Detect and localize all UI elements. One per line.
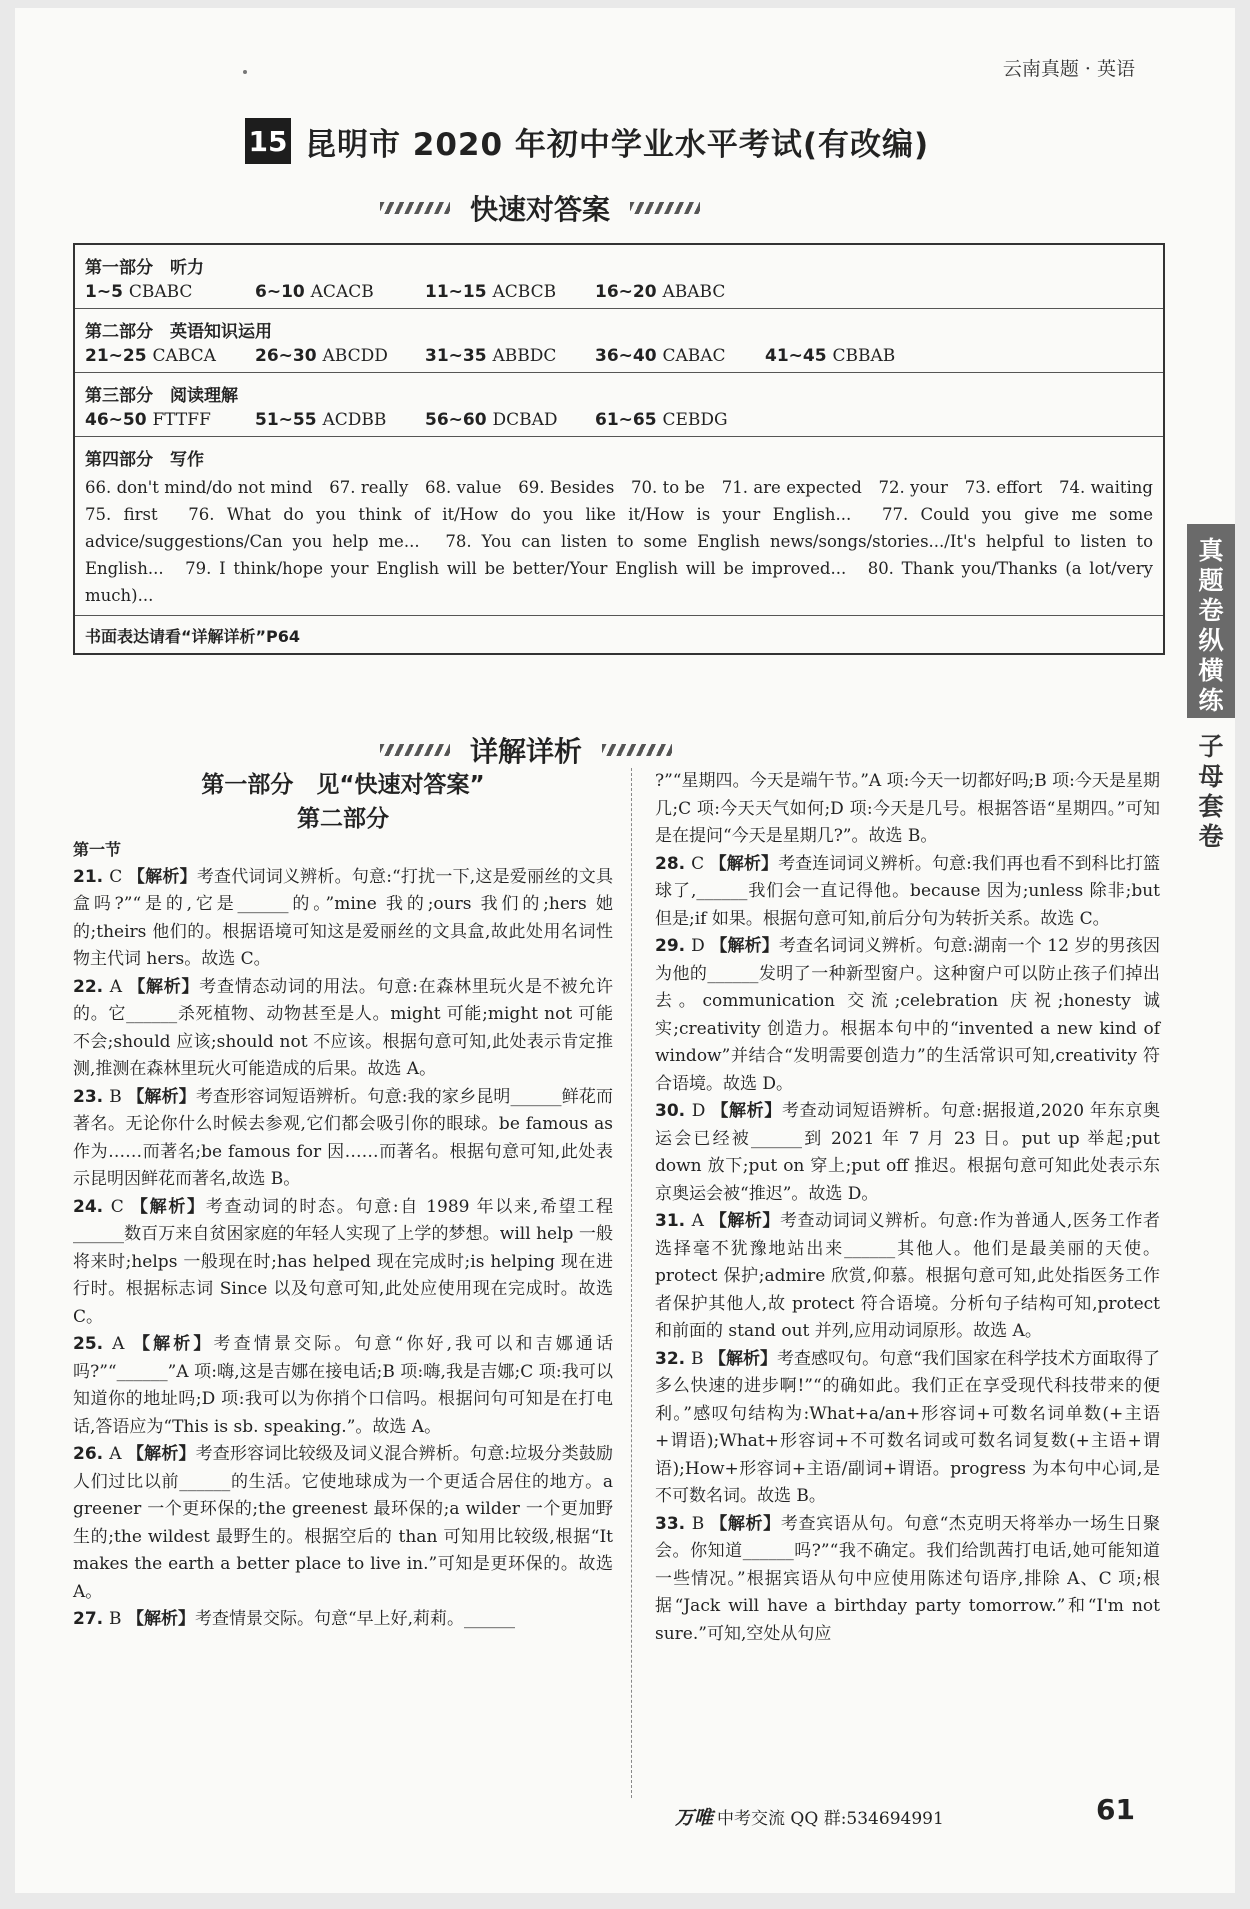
analysis-tag: 【解析】 (711, 1101, 782, 1121)
explanation-text: 考查连词词义辨析。句意:我们再也看不到科比打篮球了,______我们会一直记得他。because 因为;unless 除非;but 但是;if 如果。根据句意可知,前后分句为转折关系。故选 C。 (655, 853, 1160, 929)
answer-row (85, 410, 1153, 430)
part2-title: 第二部分 (297, 806, 389, 832)
writing-answers: 66. don't mind/do not mind 67. really 68. value 69. Besides 70. to be 71. are expected 72. your 73. effort 74. waiting 75. first 76. What do you think of it/How do you like it/How is your English... 77. Could you give me some advice/suggestions/Can you help me... 78. You can listen to some English news/songs/stories.../It's helpful to listen to English... 79. I think/hope your English will be better/Your English will be improved... 80. Thank you/Thanks (a lot/very much)... (85, 478, 1170, 605)
explanation-item (73, 1606, 613, 1634)
answer-range: 31~35 (425, 346, 493, 366)
question-number: 32. (655, 1348, 692, 1369)
question-number: 33. (655, 1513, 692, 1534)
explanation-item (655, 933, 1160, 1098)
analysis-tag: 【解析】 (132, 1334, 214, 1354)
question-number: 28. (655, 853, 692, 874)
answer-range: 26~30 (255, 346, 323, 366)
answer-group (85, 410, 255, 430)
explanation-text: ?”“星期四。今天是端午节。”A 项:今天一切都好吗;B 项:今天是星期几;C 项:今天天气如何;D 项:今天是几号。根据答语“星期四。”可知是在提问“今天是星期几?”。故选 B。 (655, 771, 1160, 846)
answer-letter: A (109, 1444, 128, 1464)
answer-section-listening (75, 245, 1163, 309)
footer-text: 中考交流 QQ 群:534694991 (717, 1809, 944, 1829)
answer-range: 11~15 (425, 282, 493, 302)
answer-letter: B (691, 1348, 709, 1369)
page-number: 61 (1096, 1793, 1135, 1826)
answer-group (255, 346, 425, 366)
answer-group (425, 410, 595, 430)
question-number: 26. (73, 1444, 110, 1464)
side-tab-primary: 真题卷纵横练 (1187, 524, 1235, 718)
answer-letter: C (691, 853, 710, 874)
question-number: 25. (73, 1334, 113, 1354)
explanation-text: 考查动词的时态。句意:自 1989 年以来,希望工程______数百万来自贫困家庭的年轻人实现了上学的梦想。will help 一般将来时;helps 一般现在时;has helped 现在完成时;is helping 现在进行时。根据标志词 Since 以及句意可知,此处应使用现在完成时。故选 C。 (73, 1196, 614, 1327)
section1-label: 第一节 (73, 840, 122, 859)
analysis-tag: 【解析】 (127, 866, 197, 887)
answer-row (85, 282, 1153, 302)
answer-group (255, 410, 425, 430)
paper-title: 昆明市 2020 年初中学业水平考试(有改编) (305, 126, 930, 163)
answer-section-writing (75, 437, 1170, 616)
explanation-text: 考查形容词比较级及词义混合辨析。句意:垃圾分类鼓励人们过比以前______的生活。它使地球成为一个更适合居住的地方。a greener 一个更环保的;the greenest 最环保的;a wilder 一个更加野生的;the wildest 最野生的。根据空后的 than 可知用比较级,根据“It makes the earth a better place to live in.”可知是更环保的。故选 A。 (73, 1444, 613, 1602)
explanation-text: 考查宾语从句。句意“杰克明天将举办一场生日聚会。你知道______吗?”“我不确定。我们给凯茜打电话,她可能知道一些情况。”根据宾语从句中应使用陈述句语序,排除 A、C 项;根据“Jack will have a birthday party tomorrow.”和“I'm not sure.”可知,空处从句应 (655, 1513, 1160, 1644)
answer-section-knowledge (75, 309, 1163, 373)
answer-range: 41~45 (765, 346, 833, 366)
answer-range: 16~20 (595, 282, 663, 302)
explanation-item (655, 851, 1160, 934)
answer-letter: B (109, 1609, 127, 1629)
answer-letters: ACDBB (322, 410, 387, 430)
stripes-decor (630, 202, 700, 214)
answer-range: 6~10 (255, 282, 311, 302)
answer-group (425, 346, 595, 366)
paper-number: 15 (245, 118, 291, 164)
answer-letters: ABCDD (322, 346, 388, 366)
analysis-tag: 【解析】 (710, 936, 779, 956)
series-label: 云南真题 · 英语 (1002, 58, 1135, 80)
decor-dot (243, 70, 247, 74)
analysis-tag: 【解析】 (126, 1609, 195, 1629)
details-heading-text: 详解详析 (470, 735, 583, 768)
answer-letter: A (109, 976, 129, 997)
analysis-tag: 【解析】 (127, 1444, 196, 1464)
analysis-tag: 【解析】 (130, 1196, 206, 1217)
explanation-text: 考查动词短语辨析。句意:据报道,2020 年东京奥运会已经被______到 2021 年 7 月 23 日。put up 举起;put down 放下;put on 穿上;put off 推迟。根据句意可知此处表示东京奥运会被“推迟”。故选 D。 (655, 1101, 1160, 1204)
explanation-item (655, 1208, 1160, 1346)
answer-range: 46~50 (85, 410, 153, 430)
explanation-item (655, 1346, 1160, 1511)
side-tab-secondary: 子母套卷 (1198, 732, 1224, 851)
answer-group (85, 282, 255, 302)
section-title: 第一部分 听力 (85, 258, 204, 278)
answer-row (85, 346, 1153, 366)
answer-letters: ACBCB (492, 282, 557, 302)
answer-group (85, 346, 255, 366)
stripes-decor (602, 744, 672, 756)
answer-letters: CBBAB (832, 346, 896, 366)
quick-answers-heading (360, 188, 720, 228)
explanation-item (73, 1194, 613, 1332)
answer-range: 36~40 (595, 346, 663, 366)
answer-range: 1~5 (85, 282, 129, 302)
analysis-tag: 【解析】 (128, 976, 200, 997)
analysis-tag: 【解析】 (710, 1513, 781, 1534)
answer-group (765, 346, 935, 366)
answer-range: 61~65 (595, 410, 663, 430)
explanation-item (73, 974, 613, 1084)
brand-logo: 万唯 (675, 1807, 714, 1829)
question-number: 22. (73, 976, 110, 997)
answer-letters: CEBDG (662, 410, 728, 430)
part1-title: 第一部分 见“快速对答案” (201, 772, 485, 798)
analysis-tag: 【解析】 (709, 853, 779, 874)
answer-range: 21~25 (85, 346, 153, 366)
explanation-item (73, 864, 613, 974)
question-number: 23. (73, 1086, 110, 1107)
answer-group (255, 282, 425, 302)
explanation-item (655, 768, 1160, 851)
answer-letter: D (691, 1101, 712, 1121)
footer (675, 1803, 944, 1830)
answer-range: 56~60 (425, 410, 493, 430)
explanation-text: 考查情态动词的用法。句意:在森林里玩火是不被允许的。它______杀死植物、动物甚至是人。might 可能;might not 可能不会;should 应该;should not 不应该。根据句意可知,此处表示肯定推测,推测在森林里玩火可能造成的后果。故选 A。 (73, 976, 614, 1079)
answer-letters: CABAC (662, 346, 726, 366)
question-number: 29. (655, 936, 692, 956)
answer-group (595, 282, 765, 302)
left-column (73, 768, 613, 1634)
explanation-item (73, 1441, 613, 1606)
answer-letter: C (109, 866, 128, 887)
explanation-item (73, 1084, 613, 1194)
explanation-text: 考查情景交际。句意“早上好,莉莉。______ (194, 1609, 516, 1629)
answer-letters: DCBAD (492, 410, 558, 430)
analysis-tag: 【解析】 (127, 1086, 196, 1107)
answer-letters: CABCA (152, 346, 216, 366)
answer-letters: ACACB (310, 282, 374, 302)
answer-group (595, 346, 765, 366)
explanation-text: 考查动词词义辨析。句意:作为普通人,医务工作者选择毫不犹豫地站出来______其他人。他们是最美丽的天使。protect 保护;admire 欣赏,仰慕。根据句意可知,此处指医务工作者保护其他人,故 protect 符合语境。分析句子结构可知,protect 和前面的 stand out 并列,应用动词原形。故选 A。 (655, 1211, 1160, 1341)
explanation-item (655, 1098, 1160, 1208)
answer-group (425, 282, 595, 302)
question-number: 27. (73, 1609, 110, 1629)
explanation-item (655, 1511, 1160, 1649)
answer-letter: D (691, 936, 711, 956)
question-number: 31. (655, 1211, 692, 1231)
answer-letter: B (109, 1086, 128, 1107)
explanation-text: 考查感叹句。句意“我们国家在科学技术方面取得了多么快速的进步啊!”“的确如此。我们正在享受现代科技带来的便利。”感叹句结构为:What+a/an+形容词+可数名词单数(+主语+谓语);What+形容词+不可数名词或可数名词复数(+主语+谓语);How+形容词+主语/副词+谓语。progress 为本句中心词,是不可数名词。故选 B。 (655, 1348, 1160, 1506)
quick-answers-box (73, 243, 1170, 655)
answer-section-reading (75, 373, 1163, 437)
page (15, 8, 1235, 1893)
right-column (655, 768, 1160, 1648)
quick-answers-heading-text: 快速对答案 (470, 193, 611, 226)
answer-letters: FTTFF (152, 410, 211, 430)
answer-letters: CBABC (128, 282, 193, 302)
answer-letter: A (691, 1211, 710, 1231)
question-number: 24. (73, 1196, 111, 1217)
answer-letter: C (110, 1196, 131, 1217)
section-title: 第三部分 阅读理解 (85, 386, 238, 406)
analysis-tag: 【解析】 (709, 1211, 780, 1231)
question-number: 30. (655, 1101, 692, 1121)
stripes-decor (380, 744, 450, 756)
title-row (245, 118, 929, 164)
footnote: 书面表达请看“详解详析”P64 (85, 627, 301, 646)
question-number: 21. (73, 866, 110, 887)
answer-letters: ABBDC (492, 346, 557, 366)
details-heading (360, 730, 692, 770)
answer-letter: B (691, 1513, 711, 1534)
answer-letters: ABABC (662, 282, 726, 302)
answer-range: 51~55 (255, 410, 323, 430)
analysis-tag: 【解析】 (708, 1348, 778, 1369)
section-title: 第四部分 写作 (85, 450, 204, 470)
stripes-decor (380, 202, 450, 214)
explanation-item (73, 1331, 613, 1441)
explanation-text: 考查形容词短语辨析。句意:我的家乡昆明______鲜花而著名。无论你什么时候去参观,它们都会吸引你的眼球。be famous as 作为……而著名;be famous for 因……而著名。根据句意可知,此处表示昆明因鲜花而著名,故选 B。 (73, 1086, 614, 1189)
section-title: 第二部分 英语知识运用 (85, 322, 272, 342)
answer-letter: A (112, 1334, 133, 1354)
explanation-text: 考查情景交际。句意“你好,我可以和吉娜通话吗?”“______”A 项:嗨,这是吉娜在接电话;B 项:嗨,我是吉娜;C 项:我可以知道你的地址吗;D 项:我可以为你捎个口信吗。根据问句可知是在打电话,答语应为“This is sb. speaking.”。故选 A。 (73, 1334, 613, 1437)
explanation-text: 考查名词词义辨析。句意:湖南一个 12 岁的男孩因为他的______发明了一种新型窗户。这种窗户可以防止孩子们掉出去。communication 交流;celebration 庆祝;honesty 诚实;creativity 创造力。根据本句中的“invented a new kind of window”并结合“发明需要创造力”的生活常识可知,creativity 符合语境。故选 D。 (655, 936, 1160, 1094)
answer-group (595, 410, 765, 430)
explanation-text: 考查代词词义辨析。句意:“打扰一下,这是爱丽丝的文具盒吗?”“是的,它是______的。”mine 我的;ours 我们的;hers 她的;theirs 他们的。根据语境可知这是爱丽丝的文具盒,故此处用名词性物主代词 hers。故选 C。 (73, 866, 613, 969)
column-divider (631, 768, 632, 1798)
